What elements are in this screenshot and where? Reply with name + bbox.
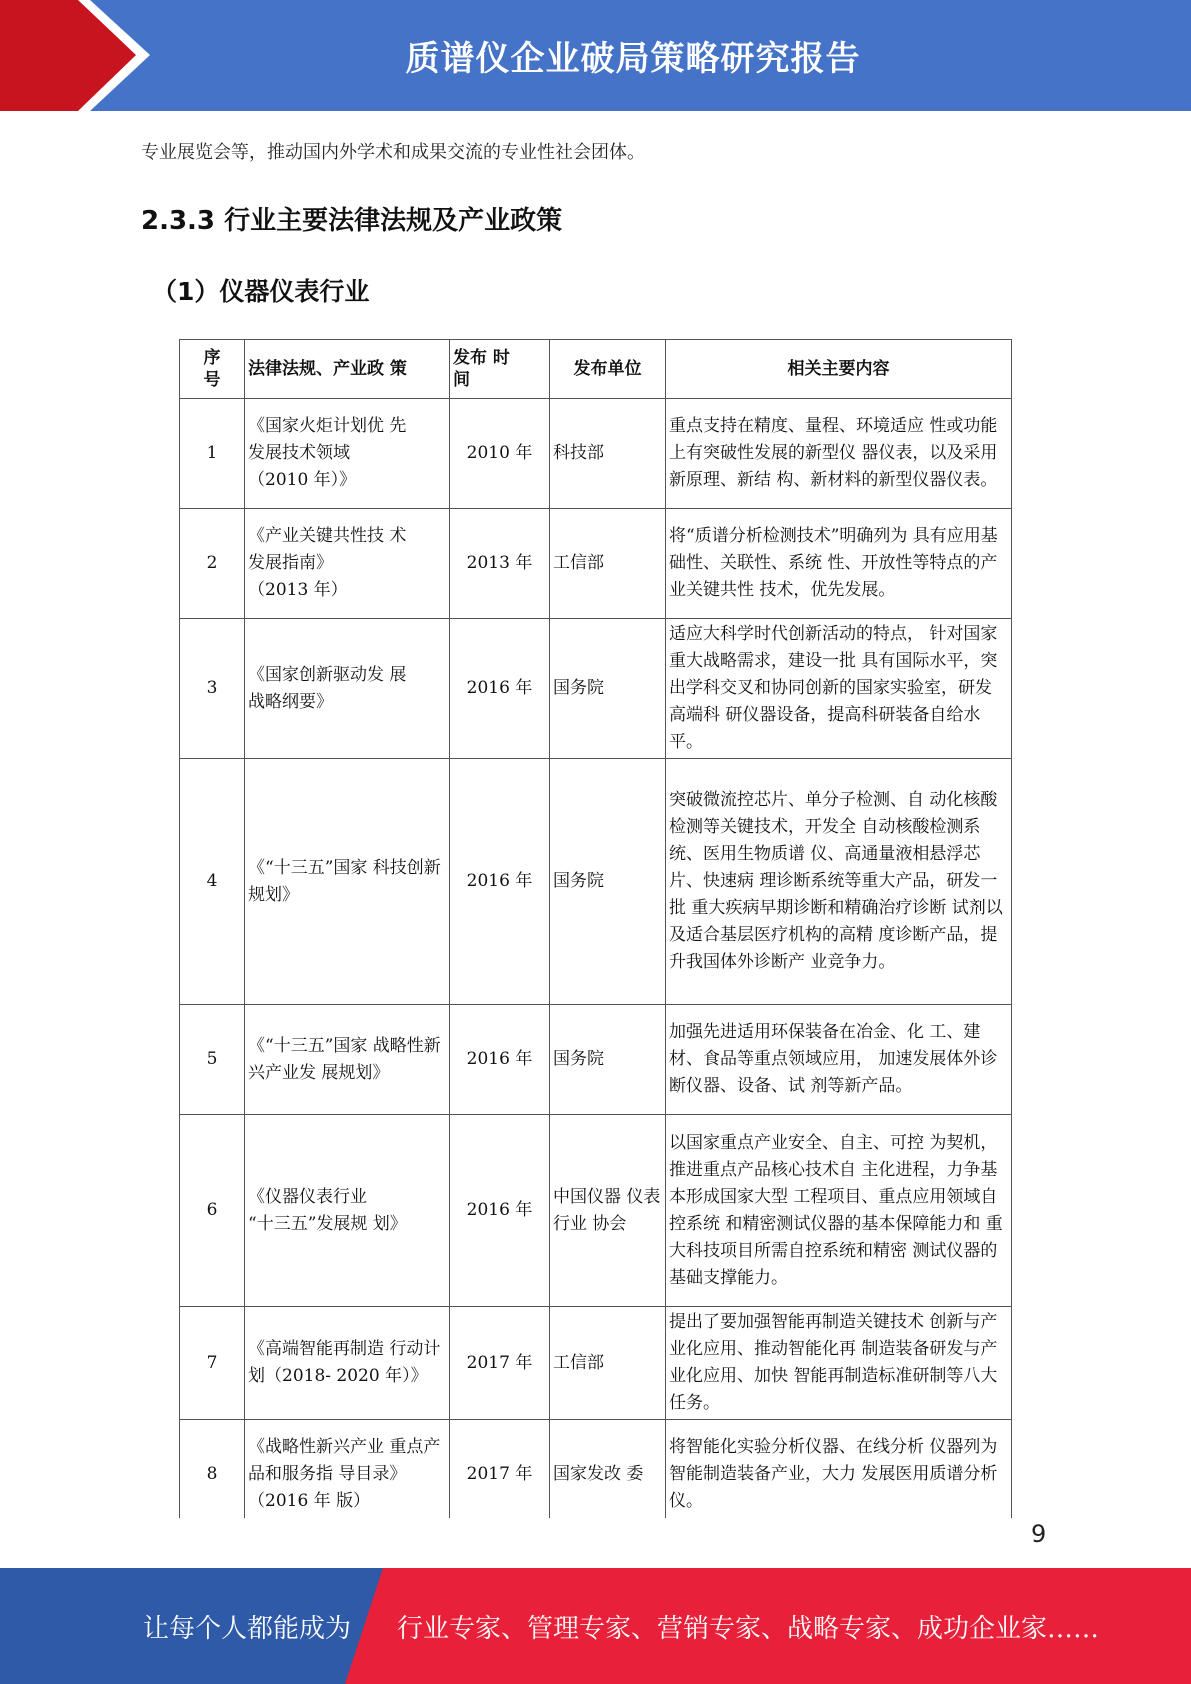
cell-date: 2016 年: [450, 619, 550, 759]
cell-law: 《产业关键共性技 术 发展指南》 （2013 年）: [245, 509, 450, 619]
header-no: 序 号: [180, 340, 245, 399]
cell-no: 7: [180, 1307, 245, 1420]
cell-no: 4: [180, 759, 245, 1005]
policy-table: [179, 339, 1012, 1518]
cell-no: 6: [180, 1115, 245, 1307]
header-content: 相关主要内容: [666, 340, 1012, 399]
cell-date: 2016 年: [450, 759, 550, 1005]
table-row: [180, 759, 1012, 1005]
cell-date: 2017 年: [450, 1307, 550, 1420]
cell-content: 将“质谱分析检测技术”明确列为 具有应用基础性、关联性、系统 性、开放性等特点的产业关键共性 技术，优先发展。: [666, 509, 1012, 619]
header-unit: 发布单位: [550, 340, 666, 399]
table-header-row: [180, 340, 1012, 399]
cell-no: 3: [180, 619, 245, 759]
cell-content: 突破微流控芯片、单分子检测、自 动化核酸检测等关键技术，开发全 自动核酸检测系统、医用生物质谱 仪、高通量液相悬浮芯片、快速病 理诊断系统等重大产品，研发一批 重大疾病早期诊断和精确治疗诊断 试剂以及适合基层医疗机构的高精 度诊断产品，提升我国体外诊断产 业竞争力。: [666, 759, 1012, 1005]
cell-unit: 工信部: [550, 509, 666, 619]
footer-slogan-right: 行业专家、管理专家、营销专家、战略专家、成功企业家……: [397, 1613, 1100, 1644]
cell-unit: 国务院: [550, 1005, 666, 1115]
table-row: [180, 1005, 1012, 1115]
table-row: [180, 1115, 1012, 1307]
cell-content: 以国家重点产业安全、自主、可控 为契机，推进重点产品核心技术自 主化进程，力争基本形成国家大型 工程项目、重点应用领域自控系统 和精密测试仪器的基本保障能力和 重大科技项目所需自控系统和精密 测试仪器的基础支撑能力。: [666, 1115, 1012, 1307]
cell-no: 1: [180, 399, 245, 509]
footer-slogan-left: 让每个人都能成为: [143, 1613, 352, 1644]
page-footer: [0, 1568, 1191, 1684]
table-row: [180, 619, 1012, 759]
cell-date: 2010 年: [450, 399, 550, 509]
cell-no: 2: [180, 509, 245, 619]
cell-date: 2016 年: [450, 1115, 550, 1307]
cell-content: 适应大科学时代创新活动的特点， 针对国家重大战略需求，建设一批 具有国际水平，突出学科交叉和协同创新的国家实验室，研发高端科 研仪器设备，提高科研装备自给水 平。: [666, 619, 1012, 759]
subsection-heading: （1）仪器仪表行业: [152, 277, 370, 306]
header-law: 法律法规、产业政 策: [245, 340, 450, 399]
cell-no: 5: [180, 1005, 245, 1115]
header-date: 发布 时 间: [450, 340, 550, 399]
cell-unit: 国务院: [550, 759, 666, 1005]
cell-unit: 工信部: [550, 1307, 666, 1420]
policy-table-container: [170, 330, 1020, 1518]
cell-content: 加强先进适用环保装备在冶金、化 工、建材、食品等重点领域应用， 加速发展体外诊断仪器、设备、试 剂等新产品。: [666, 1005, 1012, 1115]
cell-no: 8: [180, 1420, 245, 1519]
section-heading: 2.3.3 行业主要法律法规及产业政策: [141, 206, 563, 236]
cell-law: 《仪器仪表行业 “十三五”发展规 划》: [245, 1115, 450, 1307]
page-header: [0, 0, 1191, 111]
cell-content: 重点支持在精度、量程、环境适应 性或功能上有突破性发展的新型仪 器仪表，以及采用新原理、新结 构、新材料的新型仪器仪表。: [666, 399, 1012, 509]
cell-law: 《“十三五”国家 科技创新规划》: [245, 759, 450, 1005]
cell-law: 《战略性新兴产业 重点产品和服务指 导目录》（2016 年 版）: [245, 1420, 450, 1519]
cell-date: 2016 年: [450, 1005, 550, 1115]
report-title: 质谱仪企业破局策略研究报告: [405, 39, 861, 79]
intro-paragraph: 专业展览会等，推动国内外学术和成果交流的专业性社会团体。: [141, 142, 645, 163]
cell-law: 《“十三五”国家 战略性新兴产业发 展规划》: [245, 1005, 450, 1115]
cell-unit: 国务院: [550, 619, 666, 759]
cell-date: 2017 年: [450, 1420, 550, 1519]
cell-unit: 中国仪器 仪表行业 协会: [550, 1115, 666, 1307]
table-row: [180, 1307, 1012, 1420]
table-row: [180, 399, 1012, 509]
cell-unit: 国家发改 委: [550, 1420, 666, 1519]
cell-content: 将智能化实验分析仪器、在线分析 仪器列为智能制造装备产业，大力 发展医用质谱分析仪。: [666, 1420, 1012, 1519]
page-number: 9: [1031, 1520, 1047, 1548]
cell-law: 《国家创新驱动发 展 战略纲要》: [245, 619, 450, 759]
cell-date: 2013 年: [450, 509, 550, 619]
cell-content: 提出了要加强智能再制造关键技术 创新与产业化应用、推动智能化再 制造装备研发与产业化应用、加快 智能再制造标准研制等八大任务。: [666, 1307, 1012, 1420]
cell-law: 《国家火炬计划优 先 发展技术领域 （2010 年）》: [245, 399, 450, 509]
table-row: [180, 1420, 1012, 1519]
cell-law: 《高端智能再制造 行动计划（2018- 2020 年）》: [245, 1307, 450, 1420]
table-row: [180, 509, 1012, 619]
cell-unit: 科技部: [550, 399, 666, 509]
